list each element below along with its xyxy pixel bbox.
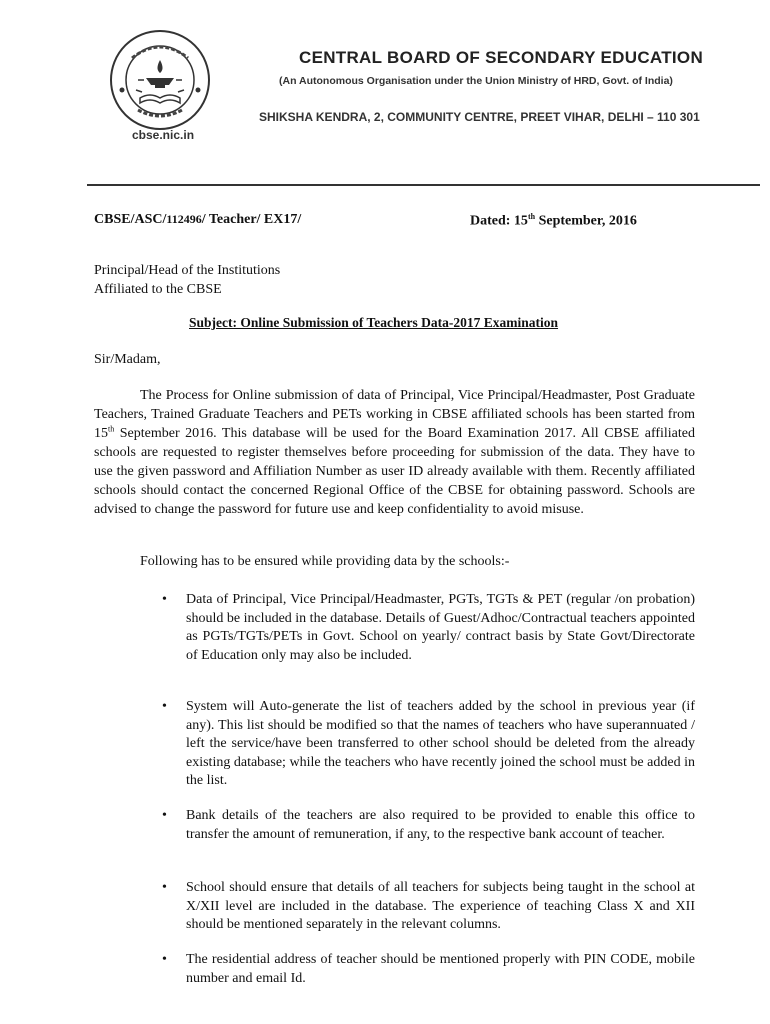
addressee-line-1: Principal/Head of the Institutions xyxy=(94,263,281,278)
bullet-icon: • xyxy=(162,880,167,895)
ref-number: 112496 xyxy=(166,212,202,226)
addressee xyxy=(94,261,280,299)
bullet-icon: • xyxy=(162,699,167,714)
list-item xyxy=(162,951,695,988)
para-part-2: September 2016. This database will be used for the Board Examination 2017. All CBSE affiliated schools are requested to register themselves before proceeding for submission of the data. They have to use the given password and Affiliation Number as user ID already available with them. Recently affiliated schools should contact the concerned Regional Office of the CBSE for obtaining password. Schools are advised to change the password for future use and keep confidentiality to avoid misuse. xyxy=(94,426,695,517)
date-sup: th xyxy=(527,212,536,221)
org-address: SHIKSHA KENDRA, 2, COMMUNITY CENTRE, PREET VIHAR, DELHI – 110 301 xyxy=(259,110,700,124)
para-part-1: The Process for Online submission of data of Principal, Vice Principal/Headmaster, Post Graduate Teachers, Trained Graduate Teachers and PETs working in CBSE affiliated schools has been started from 15 xyxy=(94,388,695,441)
list-item-text: Data of Principal, Vice Principal/Headmaster, PGTs, TGTs & PET (regular /on probation) should be included in the database. Details of Guest/Adhoc/Contractual teachers appointed as PGTs/TGTs/PETs in Govt. School on yearly/ contract basis by State Govt/Directorate of Education only may also be included. xyxy=(186,592,695,663)
para-sup: th xyxy=(108,424,115,434)
salutation: Sir/Madam, xyxy=(94,352,161,367)
org-name: CENTRAL BOARD OF SECONDARY EDUCATION xyxy=(299,48,704,67)
date-prefix: Dated: 15 xyxy=(470,213,528,229)
list-item-text: System will Auto-generate the list of teachers added by the school in previous year (if any). This list should be modified so that the names of teachers who have superannuated / left the service/have been transferred to other school should be deleted from the already existing database; while the teachers who have recently joined the school must be added in the list. xyxy=(186,699,695,788)
ref-prefix: CBSE/ASC/ xyxy=(94,212,167,227)
cbse-logo xyxy=(108,28,212,132)
subject-line: Subject: Online Submission of Teachers Data-2017 Examination xyxy=(189,315,559,330)
list-item-text: Bank details of the teachers are also required to be provided to enable this office to transfer the amount of remuneration, if any, to the respective bank account of teacher. xyxy=(186,808,695,842)
bullet-icon: • xyxy=(162,592,167,607)
list-item-text: School should ensure that details of all teachers for subjects being taught in the school at X/XII level are included in the database. The experience of teaching Class X and XII should be mentioned separately in the relevant columns. xyxy=(186,880,695,932)
ref-suffix: / Teacher/ EX17/ xyxy=(201,212,302,227)
body-paragraph xyxy=(94,386,695,519)
list-intro: Following has to be ensured while providing data by the schools:- xyxy=(140,554,510,569)
list-item xyxy=(162,879,695,935)
bullet-icon: • xyxy=(162,808,167,823)
header-divider xyxy=(87,184,760,186)
list-item xyxy=(162,698,695,791)
reference-number xyxy=(94,212,301,228)
bullet-icon: • xyxy=(162,952,167,967)
list-item-text: The residential address of teacher should be mentioned properly with PIN CODE, mobile number and email Id. xyxy=(186,952,695,986)
list-item xyxy=(162,807,695,844)
logo-url: cbse.nic.in xyxy=(132,128,195,142)
addressee-line-2: Affiliated to the CBSE xyxy=(94,282,222,297)
org-subtitle: (An Autonomous Organisation under the Union Ministry of HRD, Govt. of India) xyxy=(279,75,673,87)
list-item xyxy=(162,591,695,665)
date-suffix: September, 2016 xyxy=(535,213,637,229)
letter-date xyxy=(470,212,637,230)
